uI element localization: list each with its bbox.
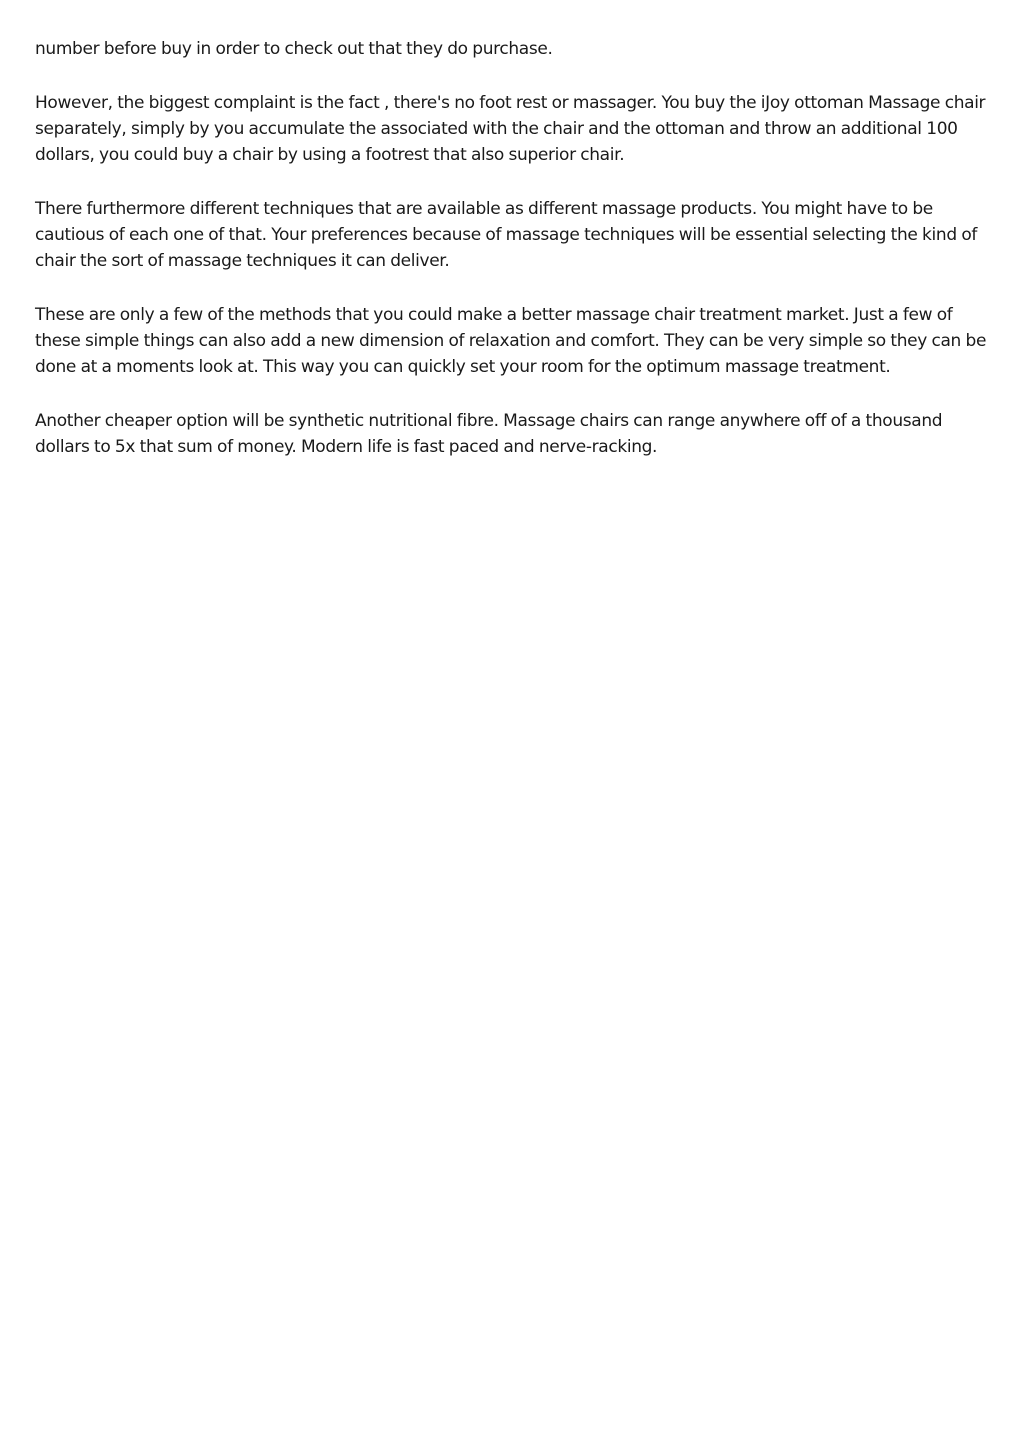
paragraph-1: number before buy in order to check out that they do purchase. bbox=[35, 39, 553, 59]
paragraph-4: These are only a few of the methods that you could make a better massage chair treatment market. Just a few of these simple things can also add a new dimension of relaxation and comfort. They can be very simple so they can be done at a moments look at. This way you can quickly set your room for the optimum massage treatment. bbox=[35, 305, 987, 377]
document-page bbox=[35, 36, 995, 488]
paragraph-5: Another cheaper option will be synthetic nutritional fibre. Massage chairs can range anywhere off of a thousand dollars to 5x that sum of money. Modern life is fast paced and nerve-racking. bbox=[35, 411, 943, 457]
paragraph-2: However, the biggest complaint is the fact , there's no foot rest or massager. You buy the iJoy ottoman Massage chair separately, simply by you accumulate the associated with the chair and the ottoman and throw an additional 100 dollars, you could buy a chair by using a footrest that also superior chair. bbox=[35, 93, 986, 165]
paragraph-3: There furthermore different techniques that are available as different massage products. You might have to be cautious of each one of that. Your preferences because of massage techniques will be essential selecting the kind of chair the sort of massage techniques it can deliver. bbox=[35, 199, 978, 271]
